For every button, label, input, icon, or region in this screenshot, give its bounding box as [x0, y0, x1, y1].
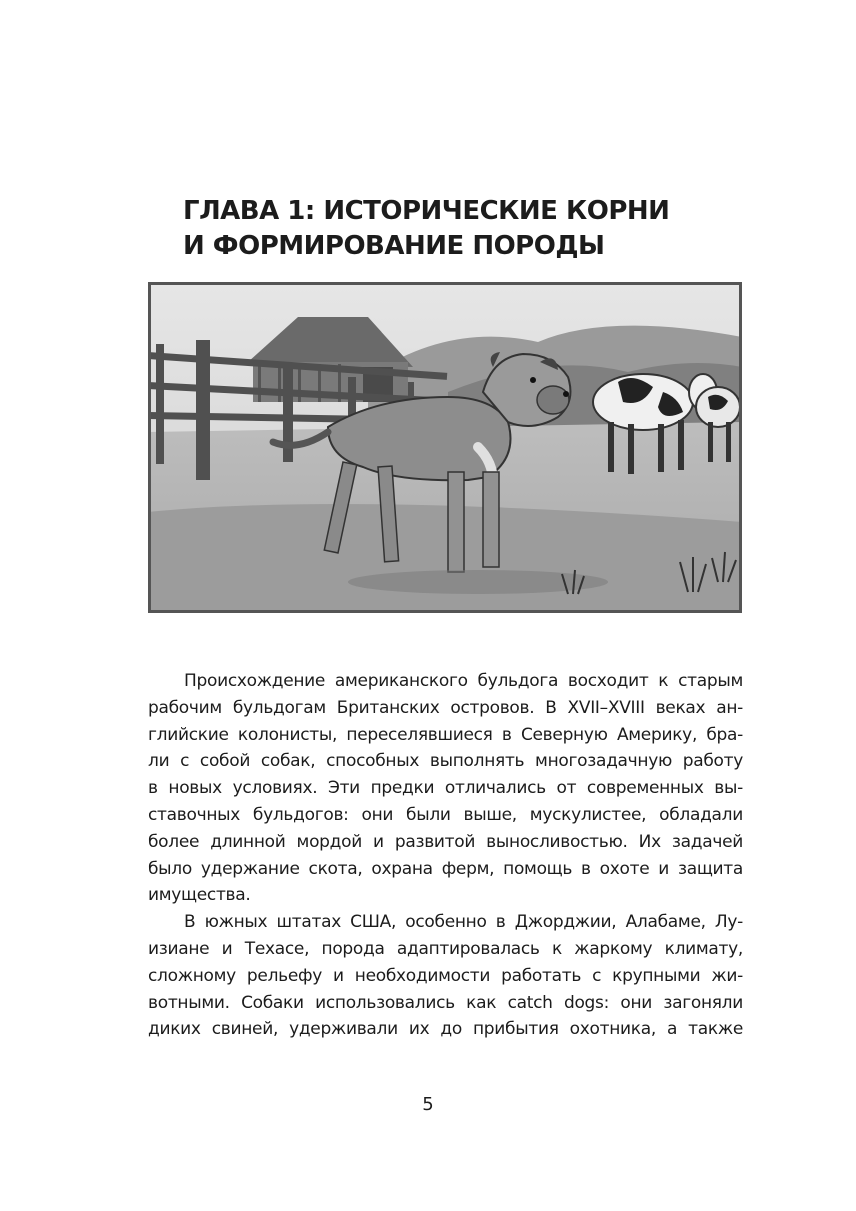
text-line: в новых условиях. Эти предки отличались от современных вы- [148, 778, 743, 799]
chapter-title [183, 194, 763, 264]
text-line: ставочных бульдогов: они были выше, мускулистее, обладали [148, 804, 743, 825]
text-line: В южных штатах США, особенно в Джорджии, Алабаме, Лу- [184, 912, 743, 933]
paragraph-2 [148, 909, 743, 1043]
text-line: вотными. Собаки использовались как catch dogs: они загоняли [148, 992, 743, 1013]
text-line: изиане и Техасе, порода адаптировалась к жаркому климату, [148, 938, 743, 959]
paragraph-1 [148, 668, 743, 909]
text-line: рабочим бульдогам Британских островов. В XVII–XVIII веках ан- [148, 697, 743, 718]
body-text [148, 668, 743, 1043]
text-line: сложному рельефу и необходимости работать с крупными жи- [148, 965, 743, 986]
text-line: имущества. [148, 885, 251, 906]
text-line: более длинной мордой и развитой выносливостью. Их задачей [148, 831, 743, 852]
farm-dog-sketch [148, 282, 742, 613]
text-line: Происхождение американского бульдога восходит к старым [184, 671, 743, 691]
text-line: глийские колонисты, переселявшиеся в Северную Америку, бра- [148, 724, 743, 745]
page-number: 5 [422, 1094, 434, 1115]
chapter-title-line-1: ГЛАВА 1: ИСТОРИЧЕСКИЕ КОРНИ [183, 196, 670, 226]
chapter-title-line-2: И ФОРМИРОВАНИЕ ПОРОДЫ [183, 231, 605, 261]
text-line: было удержание скота, охрана ферм, помощь в охоте и защита [148, 858, 743, 879]
text-line: ли с собой собак, способных выполнять многозадачную работу [148, 751, 743, 772]
text-line: диких свиней, удерживали их до прибытия охотника, а также [148, 1019, 743, 1040]
chapter-illustration [148, 282, 742, 613]
